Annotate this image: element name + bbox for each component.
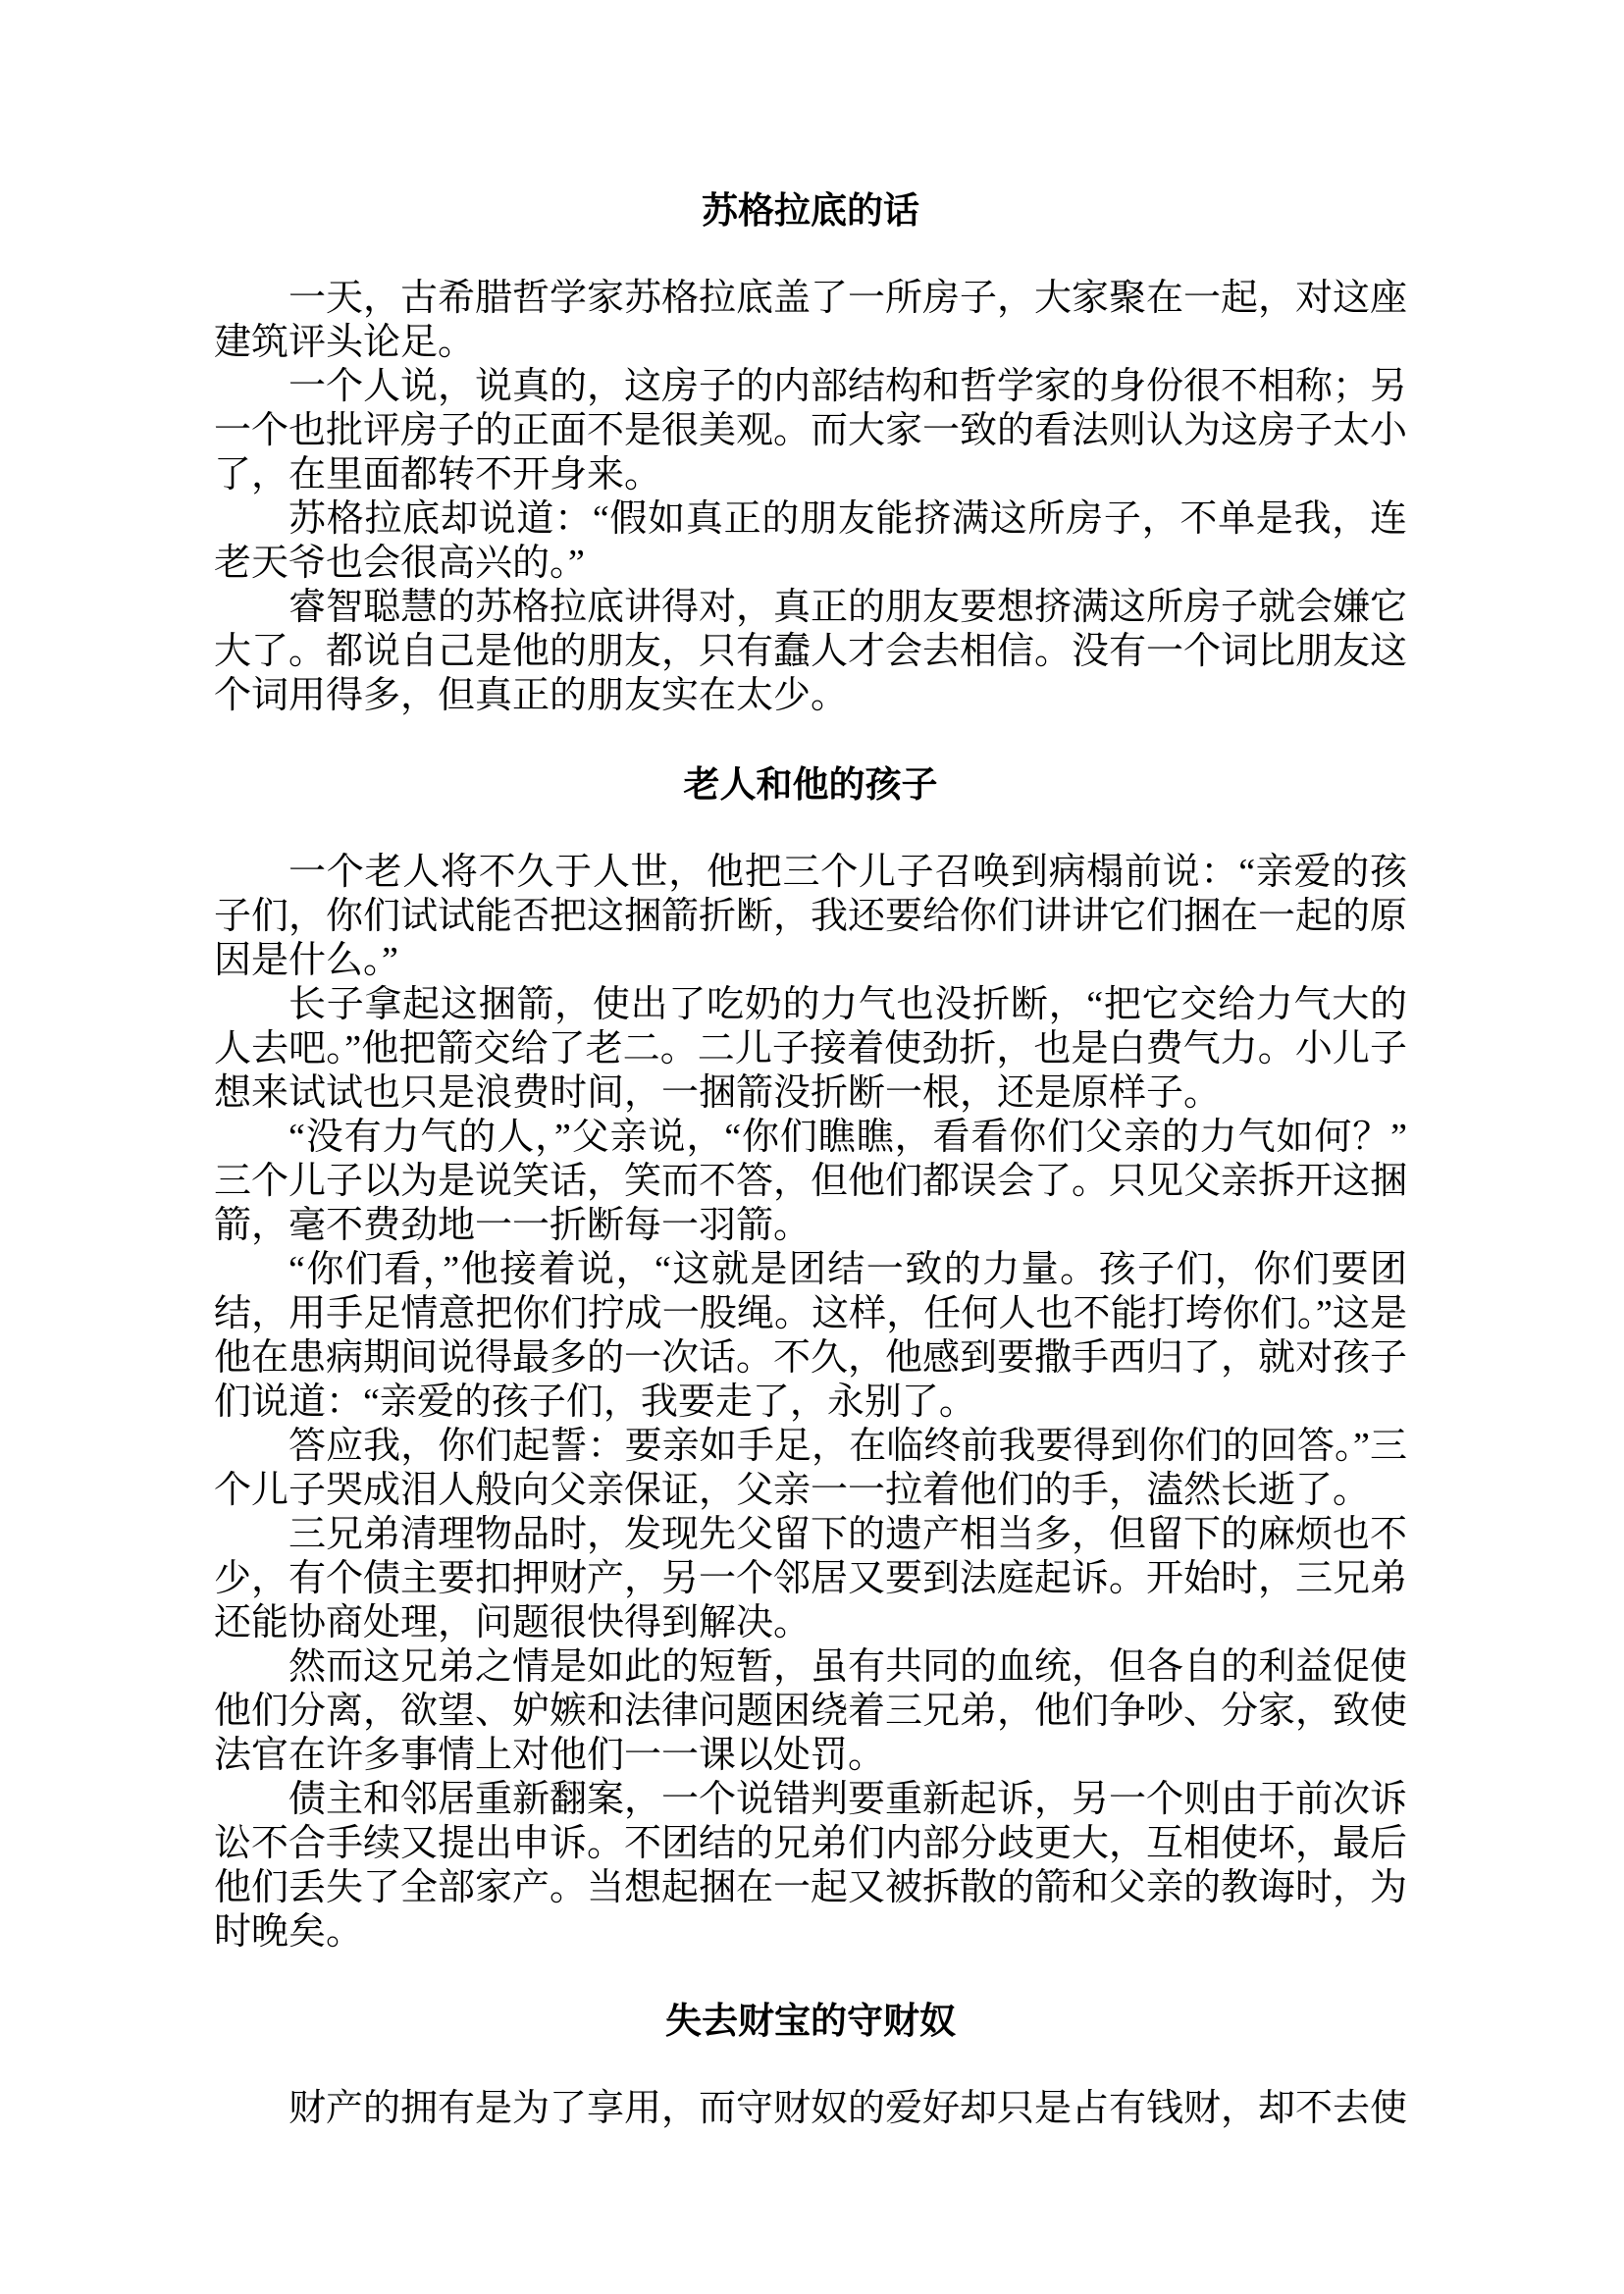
section-socrates (214, 188, 1407, 718)
section-heading: 失去财宝的守财奴 (665, 2001, 956, 2041)
paragraph: 答应我，你们起誓：要亲如手足，在临终前我要得到你们的回答。”三个儿子哭成泪人般向父亲保证，父亲一一拉着他们的手，溘然长逝了。 (214, 1426, 1407, 1511)
paragraph: 苏格拉底却说道：“假如真正的朋友能挤满这所房子，不单是我，连老天爷也会很高兴的。” (214, 498, 1407, 584)
paragraph: 然而这兄弟之情是如此的短暂，虽有共同的血统，但各自的利益促使他们分离，欲望、妒嫉和法律问题困绕着三兄弟，他们争吵、分家，致使法官在许多事情上对他们一一课以处罚。 (214, 1646, 1408, 1776)
paragraph: 一个老人将不久于人世，他把三个儿子召唤到病榻前说：“亲爱的孩子们，你们试试能否把这捆箭折断，我还要给你们讲讲它们捆在一起的原因是什么。” (214, 852, 1408, 981)
paragraph: 一个人说，说真的，这房子的内部结构和哲学家的身份很不相称；另一个也批评房子的正面不是很美观。而大家一致的看法则认为这房子太小了，在里面都转不开身来。 (214, 366, 1408, 495)
paragraph: 财产的拥有是为了享用，而守财奴的爱好却只是占有钱财，却不去使 (288, 2088, 1408, 2129)
paragraph: 三兄弟清理物品时，发现先父留下的遗产相当多，但留下的麻烦也不少，有个债主要扣押财产，另一个邻居又要到法庭起诉。开始时，三兄弟还能协商处理，问题很快得到解决。 (214, 1514, 1408, 1643)
paragraph: 长子拿起这捆箭，使出了吃奶的力气也没折断，“把它交给力气大的人去吧。”他把箭交给了老二。二儿子接着使劲折，也是白费气力。小儿子想来试试也只是浪费时间，一捆箭没折断一根，还是原样子。 (214, 984, 1407, 1114)
section-heading: 老人和他的孩子 (683, 764, 938, 805)
section-old-man-and-children (214, 762, 1407, 1955)
section-heading: 苏格拉底的话 (702, 190, 919, 231)
paragraph: “你们看，”他接着说，“这就是团结一致的力量。孩子们，你们要团结，用手足情意把你们拧成一股绳。这样，任何人也不能打垮你们。”这是他在患病期间说得最多的一次话。不久，他感到要撒手西归了，就对孩子们说道：“亲爱的孩子们，我要走了，永别了。 (214, 1249, 1408, 1423)
paragraph: 债主和邻居重新翻案，一个说错判要重新起诉，另一个则由于前次诉讼不合手续又提出申诉。不团结的兄弟们内部分歧更大，互相使坏，最后他们丢失了全部家产。当想起捆在一起又被拆散的箭和父亲的教诲时，为时晚矣。 (214, 1779, 1408, 1953)
paragraph: 睿智聪慧的苏格拉底讲得对，真正的朋友要想挤满这所房子就会嫌它大了。都说自己是他的朋友，只有蠢人才会去相信。没有一个词比朋友这个词用得多，但真正的朋友实在太少。 (214, 587, 1408, 716)
paragraph: “没有力气的人，”父亲说，“你们瞧瞧，看看你们父亲的力气如何？”三个儿子以为是说笑话，笑而不答，但他们都误会了。只见父亲拆开这捆箭，毫不费劲地一一折断每一羽箭。 (214, 1117, 1408, 1246)
paragraph: 一天，古希腊哲学家苏格拉底盖了一所房子，大家聚在一起，对这座建筑评头论足。 (214, 278, 1408, 363)
section-miser (214, 1999, 1407, 2131)
text-block (214, 188, 1407, 2131)
